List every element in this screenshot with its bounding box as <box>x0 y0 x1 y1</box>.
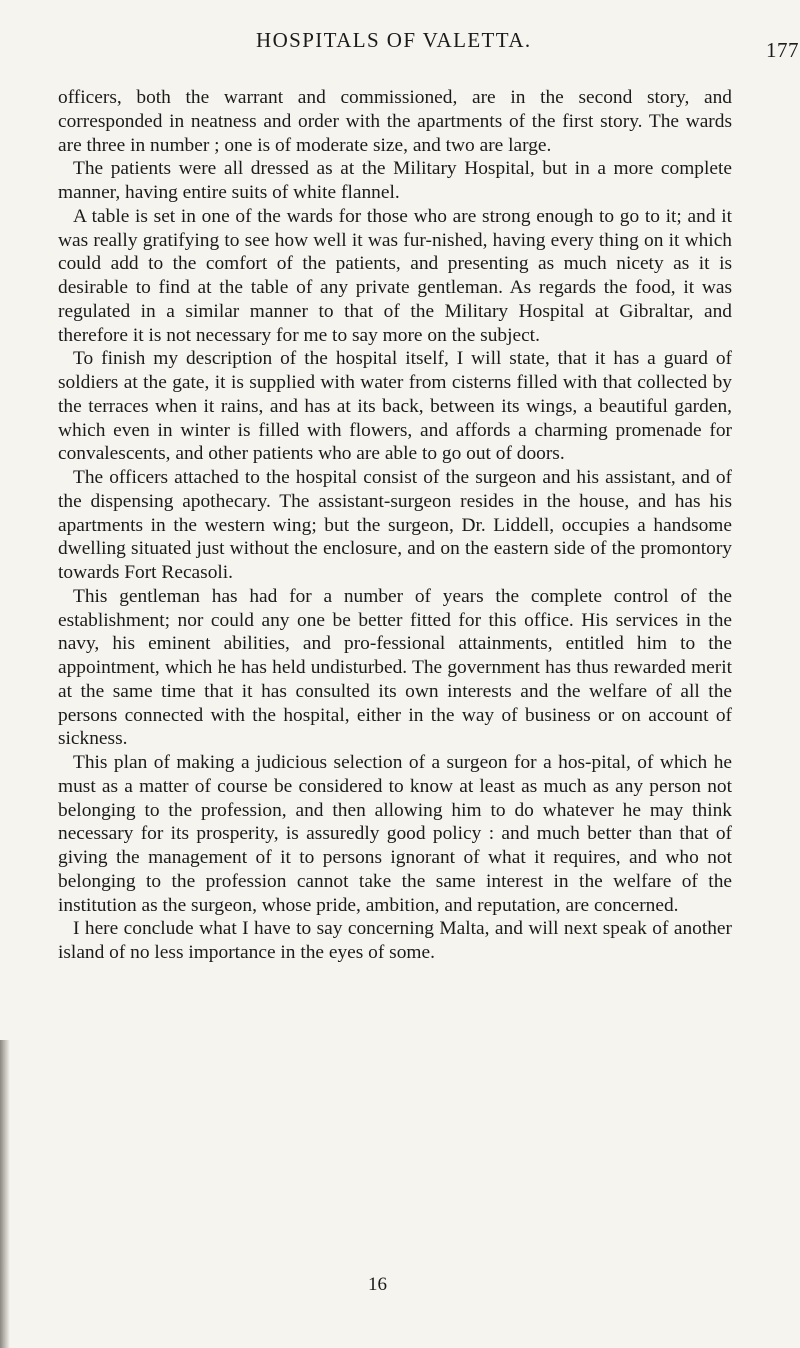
paragraph: This gentleman has had for a number of years the complete control of the establishment; nor could any one be better fitted for this office. His services in the navy, his eminent abilities, and pro-fessional attainments, entitled him to the appointment, which he has held undisturbed. The government has thus rewarded merit at the same time that it has consulted its own interests and the welfare of all the persons connected with the hospital, either in the way of business or on account of sickness. <box>58 585 732 750</box>
paragraph: The officers attached to the hospital consist of the surgeon and his assistant, and of the dispensing apothecary. The assistant-surgeon resides in the house, and has his apartments in the western wing; but the surgeon, Dr. Liddell, occupies a handsome dwelling situated just without the enclosure, and on the eastern side of the promontory towards Fort Recasoli. <box>58 467 732 583</box>
paragraph: This plan of making a judicious selection of a surgeon for a hos-pital, of which he must as a matter of course be considered to know at least as much as any person not belonging to the profession, and then allowing him to do whatever he may think necessary for its prosperity, is assuredly good policy : and much better than that of giving the management of it to persons ignorant of what it requires, and who not belonging to the profession cannot take the same interest in the welfare of the institution as the surgeon, whose pride, ambition, and reputation, are concerned. <box>58 752 732 916</box>
page-edge-shadow <box>0 1040 10 1348</box>
paragraph: To finish my description of the hospital itself, I will state, that it has a guard of soldiers at the gate, it is supplied with water from cisterns filled with that collected by the terraces when it rains, and has at its back, between its wings, a beautiful garden, which even in winter is filled with flowers, and affords a charming promenade for convalescents, and other patients who are able to go out of doors. <box>58 348 732 465</box>
page-number: 177 <box>766 38 799 62</box>
body-text <box>58 86 732 965</box>
paragraph: officers, both the warrant and commissioned, are in the second story, and corresponded in neatness and order with the apartments of the first story. The wards are three in number ; one is of moderate size, and two are large. <box>58 87 732 156</box>
paragraph: The patients were all dressed as at the Military Hospital, but in a more complete manner, having entire suits of white flannel. <box>58 158 732 203</box>
page-header <box>60 28 800 68</box>
paragraph: I here conclude what I have to say concerning Malta, and will next speak of another island of no less importance in the eyes of some. <box>58 918 732 963</box>
running-title: HOSPITALS OF VALETTA. <box>256 28 532 52</box>
paragraph: A table is set in one of the wards for those who are strong enough to go to it; and it was really gratifying to see how well it was fur-nished, having every thing on it which could add to the comfort of the patients, and presenting as much nicety as it is desirable to find at the table of any private gentleman. As regards the food, it was regulated in a similar manner to that of the Military Hospital at Gibraltar, and therefore it is not necessary for me to say more on the subject. <box>58 205 732 346</box>
signature-mark: 16 <box>368 1274 387 1295</box>
